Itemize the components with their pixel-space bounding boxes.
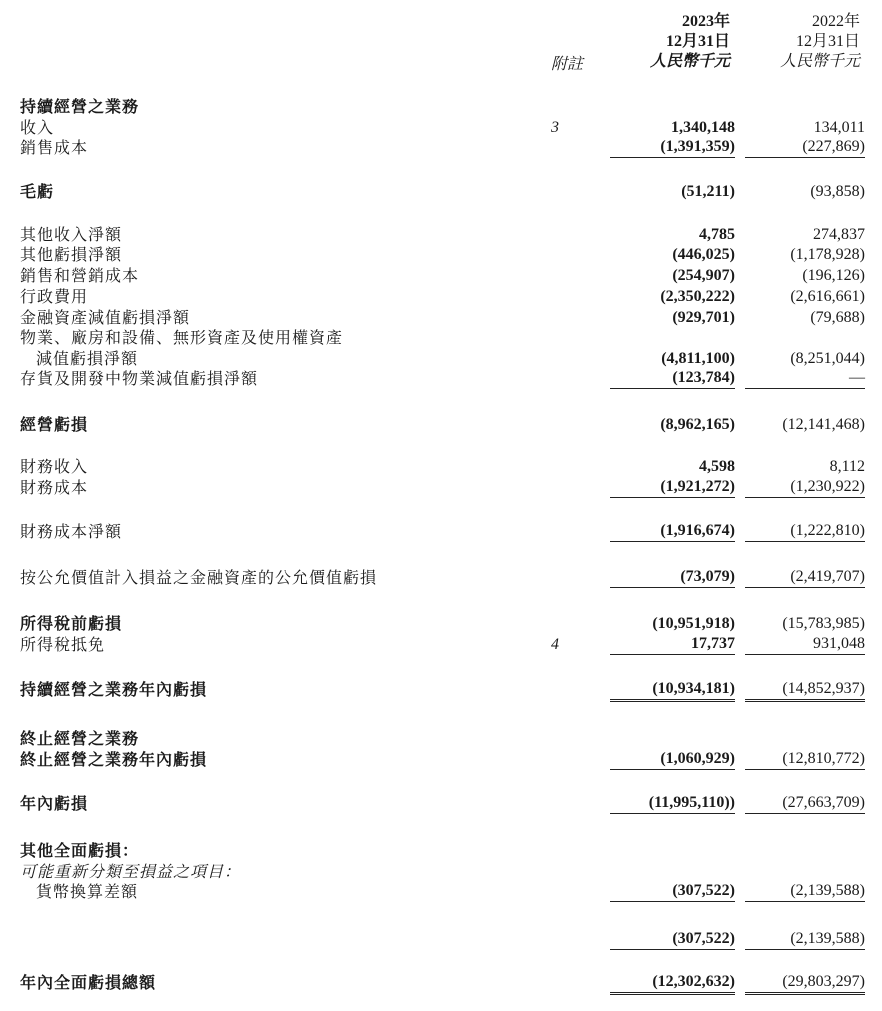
value-2022: (196,126) — [802, 267, 865, 284]
value-2022: (2,419,707) — [745, 567, 865, 588]
table-row — [0, 793, 882, 815]
value-2023: (1,391,359) — [610, 137, 735, 158]
value-2023: (1,921,272) — [610, 477, 735, 498]
table-row — [0, 521, 882, 543]
table-row — [0, 861, 882, 883]
table-row — [0, 181, 882, 203]
value-2022: (12,141,468) — [782, 416, 865, 433]
col2023-year: 2023年 — [681, 13, 730, 30]
row-label: 銷售和營銷成本 — [20, 266, 140, 285]
value-2022: (1,178,928) — [790, 246, 865, 263]
table-row — [0, 972, 882, 994]
table-row — [0, 634, 882, 656]
row-label: 減值虧損淨額 — [36, 349, 139, 368]
row-label: 其他全面虧損： — [20, 841, 140, 860]
table-row — [0, 749, 882, 771]
value-2023: (4,811,100) — [661, 350, 735, 367]
table-row — [0, 286, 882, 308]
value-2022: (93,858) — [810, 183, 865, 200]
row-label: 所得稅抵免 — [20, 635, 106, 654]
row-label: 所得稅前虧損 — [20, 614, 123, 633]
value-2023: (10,934,181) — [610, 679, 735, 702]
row-label: 存貨及開發中物業減值虧損淨額 — [20, 369, 259, 388]
value-2022: (27,663,709) — [745, 793, 865, 814]
table-row — [0, 613, 882, 635]
value-2022: 931,048 — [745, 634, 865, 655]
row-label: 其他虧損淨額 — [20, 245, 123, 264]
row-label: 年內全面虧損總額 — [20, 973, 157, 992]
value-2022: (79,688) — [810, 309, 865, 326]
table-row — [0, 477, 882, 499]
value-2023: (11,995,110)) — [610, 793, 735, 814]
value-2022: (1,230,922) — [745, 477, 865, 498]
table-row — [0, 728, 882, 750]
table-row — [0, 414, 882, 436]
table-row — [0, 567, 882, 589]
row-label: 其他收入淨額 — [20, 225, 123, 244]
value-2023: 1,340,148 — [671, 119, 735, 136]
table-row — [0, 224, 882, 246]
table-row — [0, 137, 882, 159]
value-2023: (307,522) — [610, 881, 735, 902]
table-row — [0, 679, 882, 701]
row-label: 金融資產減值虧損淨額 — [20, 308, 191, 327]
row-note: 4 — [551, 636, 559, 653]
value-2022: 274,837 — [813, 226, 865, 243]
col2022-date: 12月31日 — [795, 33, 860, 50]
row-label: 按公允價值計入損益之金融資產的公允價值虧損 — [20, 568, 378, 587]
value-2022: 134,011 — [813, 119, 865, 136]
value-2023: (2,350,222) — [660, 288, 735, 305]
row-label: 持續經營之業務年內虧損 — [20, 680, 208, 699]
value-2023: (12,302,632) — [610, 972, 735, 995]
value-2022: (15,783,985) — [782, 615, 865, 632]
value-2022: — — [745, 368, 865, 389]
row-label: 財務成本淨額 — [20, 522, 123, 541]
value-2022: (1,222,810) — [745, 521, 865, 542]
value-2023: (254,907) — [672, 267, 735, 284]
table-row — [0, 327, 882, 349]
value-2023: (1,060,929) — [610, 749, 735, 770]
row-label: 持續經營之業務 — [20, 97, 140, 116]
row-label: 貨幣換算差額 — [36, 882, 139, 901]
value-2022: (8,251,044) — [790, 350, 865, 367]
value-2022: (2,616,661) — [790, 288, 865, 305]
table-row — [0, 348, 882, 370]
table-row — [0, 368, 882, 390]
table-row — [0, 307, 882, 329]
row-label: 收入 — [20, 118, 55, 137]
note-column-header: 附註 — [550, 54, 583, 73]
row-note: 3 — [551, 119, 559, 136]
value-2023: (8,962,165) — [660, 416, 735, 433]
row-label: 財務收入 — [20, 457, 89, 476]
value-2023: (10,951,918) — [652, 615, 735, 632]
value-2022: (2,139,588) — [745, 881, 865, 902]
value-2023: (446,025) — [672, 246, 735, 263]
value-2022: (227,869) — [745, 137, 865, 158]
row-label: 年內虧損 — [20, 794, 89, 813]
row-label: 終止經營之業務年內虧損 — [20, 750, 208, 769]
row-label: 終止經營之業務 — [20, 729, 140, 748]
row-label: 銷售成本 — [20, 138, 89, 157]
row-label: 毛虧 — [20, 182, 55, 201]
value-2023: (929,701) — [672, 309, 735, 326]
value-2023: 4,598 — [699, 458, 735, 475]
col2022-year: 2022年 — [811, 13, 860, 30]
row-label: 物業、廠房和設備、無形資產及使用權資產 — [20, 328, 344, 347]
table-row — [0, 265, 882, 287]
table-row — [0, 840, 882, 862]
value-2023: (51,211) — [681, 183, 735, 200]
value-2023: (123,784) — [610, 368, 735, 389]
row-label: 財務成本 — [20, 478, 89, 497]
value-2023: (73,079) — [610, 567, 735, 588]
value-2023: 4,785 — [699, 226, 735, 243]
value-2022: (12,810,772) — [745, 749, 865, 770]
table-row — [0, 96, 882, 118]
col2023-unit: 人民幣千元 — [649, 53, 730, 70]
value-2022: (14,852,937) — [745, 679, 865, 702]
value-2023: 17,737 — [610, 634, 735, 655]
row-label: 行政費用 — [20, 287, 89, 306]
col2023-date: 12月31日 — [665, 33, 730, 50]
table-row — [0, 456, 882, 478]
value-2023: (307,522) — [610, 929, 735, 950]
row-label: 經營虧損 — [20, 415, 89, 434]
value-2023: (1,916,674) — [610, 521, 735, 542]
table-row — [0, 881, 882, 903]
value-2022: (29,803,297) — [745, 972, 865, 995]
col2022-unit: 人民幣千元 — [779, 53, 860, 70]
table-row — [0, 117, 882, 139]
value-2022: 8,112 — [829, 458, 865, 475]
row-label: 可能重新分類至損益之項目： — [20, 862, 242, 881]
table-row — [0, 929, 882, 951]
value-2022: (2,139,588) — [745, 929, 865, 950]
table-row — [0, 244, 882, 266]
